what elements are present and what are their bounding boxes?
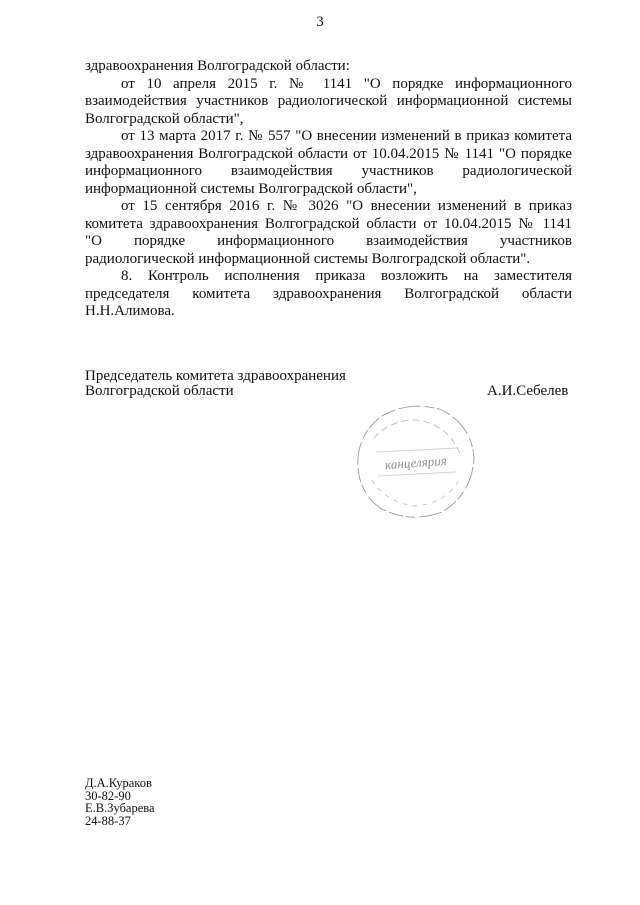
signer-position-line2: Волгоградской области: [85, 383, 234, 399]
contact-person: Д.А.Кураков: [85, 776, 152, 790]
text-line: здравоохранения Волгоградской области:: [85, 58, 350, 74]
text-line: от 13 марта 2017 г. № 557 "О внесении изменений в приказ комитета: [121, 128, 572, 144]
text-line: от 15 сентября 2016 г. № 3026 "О внесении изменений в приказ: [121, 198, 572, 214]
text-line: 8. Контроль исполнения приказа возложить на заместителя: [121, 268, 572, 284]
text-line: Н.Н.Алимова.: [85, 303, 175, 319]
text-line: информационного взаимодействия участников радиологической: [85, 163, 572, 179]
signature-block: [85, 369, 346, 399]
contacts-block: [85, 777, 155, 827]
contact-person: Е.В.Зубарева: [85, 801, 155, 815]
stamp-text: канцелярия: [384, 452, 448, 473]
text-line: здравоохранения Волгоградской области от 10.04.2015 № 1141 "О порядке: [85, 145, 572, 162]
text-line: от 10 апреля 2015 г. № 1141 "О порядке информационного: [121, 75, 572, 92]
stamp: [350, 398, 480, 523]
text-line: взаимодействия участников радиологической информационной системы: [85, 93, 572, 109]
document-body: [85, 58, 572, 321]
text-line: информационной системы Волгоградской области",: [85, 180, 417, 197]
contact-phone: 30-82-90: [85, 788, 131, 803]
text-line: Волгоградской области",: [85, 110, 244, 127]
text-line: "О порядке информационного взаимодействия участников: [85, 233, 572, 249]
text-line: председателя комитета здравоохранения Волгоградской области: [85, 285, 572, 302]
text-line: радиологической информационной системы Волгоградской области".: [85, 250, 531, 267]
signer-position-line1: Председатель комитета здравоохранения: [85, 368, 346, 384]
text-line: комитета здравоохранения Волгоградской области от 10.04.2015 № 1141: [85, 215, 572, 232]
signer-name: А.И.Себелев: [487, 383, 569, 399]
page-number: 3: [316, 14, 324, 30]
contact-phone: 24-88-37: [85, 813, 131, 828]
